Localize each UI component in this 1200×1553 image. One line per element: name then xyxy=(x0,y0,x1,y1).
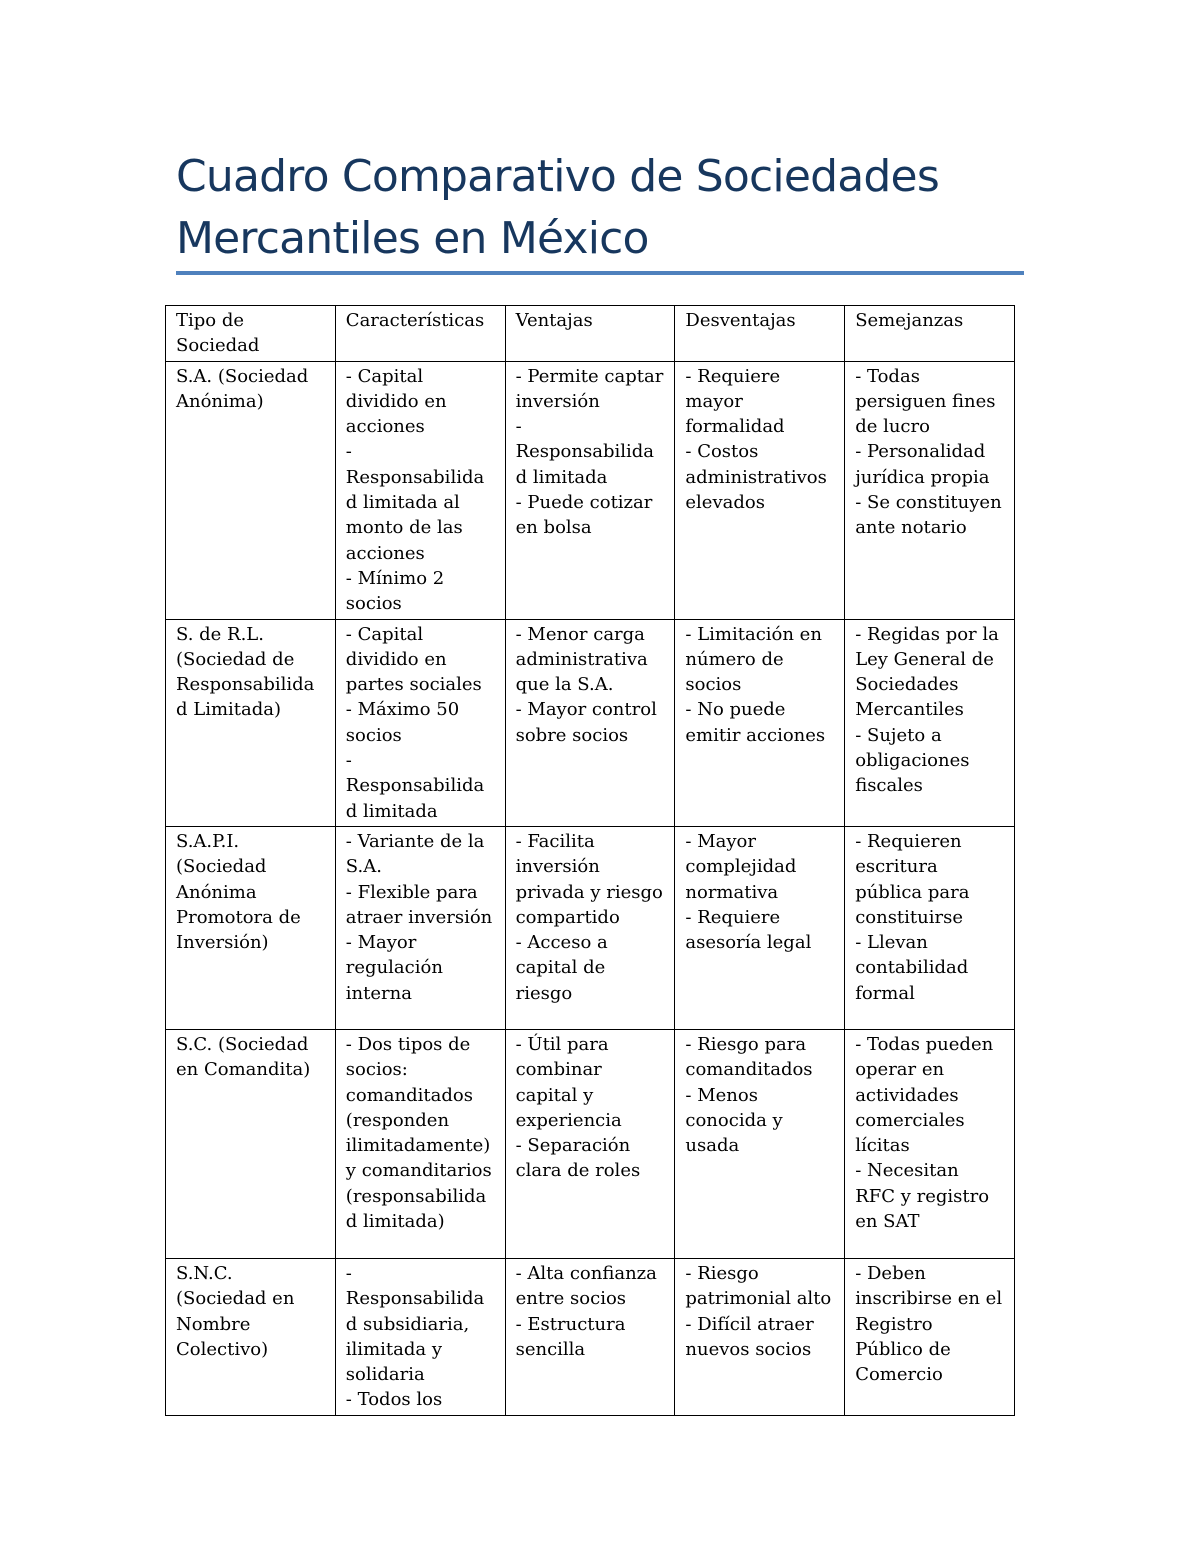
cell-desventajas xyxy=(675,361,845,619)
cell-semejanzas xyxy=(845,1258,1015,1415)
cell-line: - Estructura sencilla xyxy=(515,1313,626,1360)
cell-line: - Menor carga administrativa que la S.A. xyxy=(515,623,648,696)
cell-line: - Capital dividido en acciones xyxy=(345,365,447,438)
cell-line: - Responsabilidad limitada xyxy=(515,416,655,488)
cell-line: - Requiere asesoría legal xyxy=(685,906,812,954)
cell-line: - Útil para combinar capital y experiencia xyxy=(515,1033,622,1131)
cell-caracteristicas xyxy=(335,361,505,619)
table-row xyxy=(166,826,1015,1029)
cell-tipo: S.A.P.I. (Sociedad Anónima Promotora de Inversión) xyxy=(166,826,336,1029)
cell-line: - Riesgo para comanditados xyxy=(685,1033,813,1081)
cell-line: - Personalidad jurídica propia xyxy=(855,441,990,488)
cell-caracteristicas xyxy=(335,826,505,1029)
cell-semejanzas xyxy=(845,361,1015,619)
comparison-table xyxy=(165,305,1015,1416)
title-line-2: Mercantiles en México xyxy=(176,213,649,264)
header-desventajas: Desventajas xyxy=(675,306,845,362)
cell-tipo: S.C. (Sociedad en Comandita) xyxy=(166,1029,336,1258)
cell-line: - No puede emitir acciones xyxy=(685,699,826,746)
cell-line: - Necesitan RFC y registro en SAT xyxy=(855,1160,990,1233)
header-tipo: Tipo de Sociedad xyxy=(166,306,336,362)
cell-line: - Separación clara de roles xyxy=(515,1135,641,1182)
cell-semejanzas xyxy=(845,1029,1015,1258)
cell-tipo: S. de R.L. (Sociedad de Responsabilidad Limitada) xyxy=(166,619,336,826)
cell-line: - Acceso a capital de riesgo xyxy=(515,932,608,1004)
cell-line: - Todos los xyxy=(345,1389,443,1411)
cell-line: - Mínimo 2 socios xyxy=(345,567,445,615)
cell-line: - Variante de la S.A. xyxy=(345,830,485,878)
table-row xyxy=(166,1029,1015,1258)
cell-line: - Dos tipos de socios: comanditados (responden ilimitadamente) y comanditarios (responsabilidad limitada) xyxy=(345,1033,492,1233)
cell-line: - Flexible para atraer inversión xyxy=(345,881,493,928)
header-ventajas: Ventajas xyxy=(505,306,675,362)
cell-line: - Responsabilidad limitada al monto de las acciones xyxy=(345,441,485,564)
header-caracteristicas: Características xyxy=(335,306,505,362)
title-line-1: Cuadro Comparativo de Sociedades xyxy=(176,151,939,202)
cell-line: - Costos administrativos elevados xyxy=(685,441,827,514)
cell-line: - Deben inscribirse en el Registro Público de Comercio xyxy=(855,1262,1003,1386)
cell-ventajas xyxy=(505,1258,675,1415)
cell-line: - Requieren escritura pública para constituirse xyxy=(855,830,970,928)
cell-tipo: S.N.C. (Sociedad en Nombre Colectivo) xyxy=(166,1258,336,1415)
cell-caracteristicas xyxy=(335,1258,505,1415)
table-header-row xyxy=(166,306,1015,362)
table-row xyxy=(166,361,1015,619)
cell-line: - Mayor control sobre socios xyxy=(515,699,657,746)
cell-ventajas xyxy=(505,619,675,826)
cell-line: - Difícil atraer nuevos socios xyxy=(685,1313,814,1360)
cell-line: - Menos conocida y usada xyxy=(685,1084,783,1157)
table-row xyxy=(166,619,1015,826)
cell-line: - Requiere mayor formalidad xyxy=(685,365,785,438)
page-title xyxy=(176,146,1026,270)
cell-line: - Todas pueden operar en actividades comerciales lícitas xyxy=(855,1033,994,1157)
cell-line: - Responsabilidad limitada xyxy=(345,750,485,822)
title-underline xyxy=(176,271,1024,275)
cell-tipo: S.A. (Sociedad Anónima) xyxy=(166,361,336,619)
cell-desventajas xyxy=(675,1258,845,1415)
cell-line: - Máximo 50 socios xyxy=(345,699,460,746)
cell-line: - Mayor complejidad normativa xyxy=(685,830,797,903)
cell-line: - Mayor regulación interna xyxy=(345,932,443,1004)
cell-line: - Regidas por la Ley General de Sociedades Mercantiles xyxy=(855,623,999,721)
header-semejanzas: Semejanzas xyxy=(845,306,1015,362)
cell-line: - Alta confianza entre socios xyxy=(515,1262,657,1310)
cell-desventajas xyxy=(675,826,845,1029)
cell-line: - Facilita inversión privada y riesgo compartido xyxy=(515,830,663,928)
cell-ventajas xyxy=(505,826,675,1029)
cell-line: - Todas persiguen fines de lucro xyxy=(855,365,996,438)
cell-desventajas xyxy=(675,1029,845,1258)
cell-semejanzas xyxy=(845,826,1015,1029)
cell-semejanzas xyxy=(845,619,1015,826)
cell-line: - Puede cotizar en bolsa xyxy=(515,492,653,539)
cell-caracteristicas xyxy=(335,619,505,826)
cell-line: - Sujeto a obligaciones fiscales xyxy=(855,724,970,797)
cell-line: - Llevan contabilidad formal xyxy=(855,932,969,1004)
cell-ventajas xyxy=(505,361,675,619)
cell-line: - Se constituyen ante notario xyxy=(855,492,1002,539)
cell-line: - Permite captar inversión xyxy=(515,365,664,412)
cell-line: - Limitación en número de socios xyxy=(685,623,822,696)
cell-desventajas xyxy=(675,619,845,826)
table-row xyxy=(166,1258,1015,1415)
cell-ventajas xyxy=(505,1029,675,1258)
cell-line: - Responsabilidad subsidiaria, ilimitada y solidaria xyxy=(345,1262,485,1386)
cell-line: - Riesgo patrimonial alto xyxy=(685,1262,832,1310)
cell-caracteristicas xyxy=(335,1029,505,1258)
cell-line: - Capital dividido en partes sociales xyxy=(345,623,482,696)
